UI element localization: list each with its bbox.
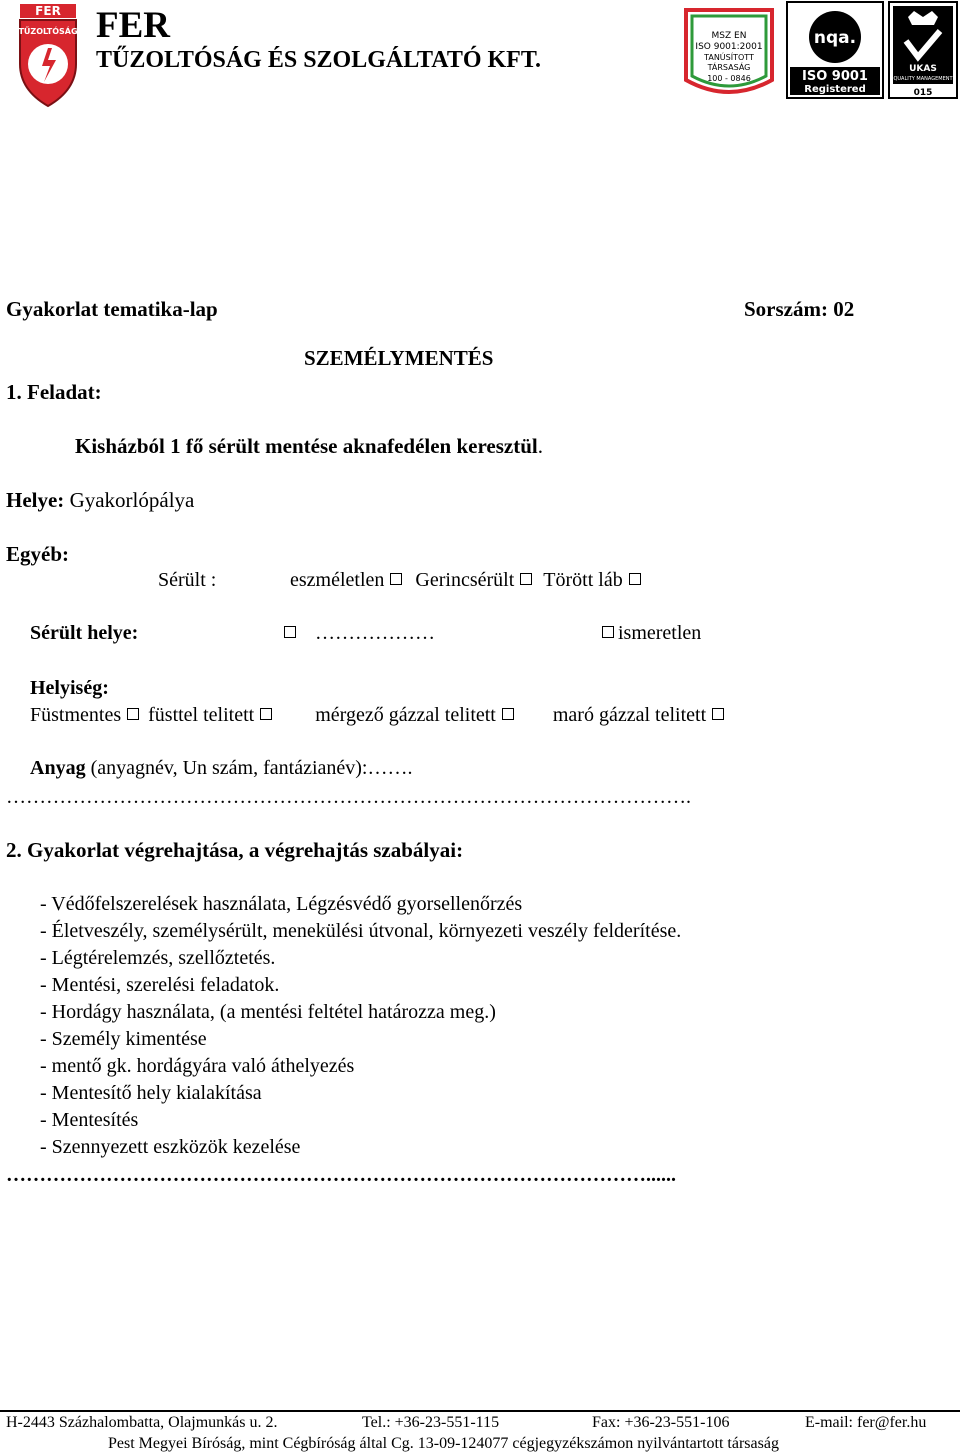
list-item: - Mentési, szerelési feladatok. xyxy=(40,974,280,996)
option-toxic-gas: mérgező gázzal telitett xyxy=(315,704,496,726)
list-item: - mentő gk. hordágyára való áthelyezés xyxy=(40,1055,355,1077)
checkbox-smoke-filled[interactable] xyxy=(260,708,272,720)
svg-text:FER: FER xyxy=(35,4,61,18)
location-line xyxy=(6,488,194,513)
option-spinal: Gerincsérült xyxy=(415,569,515,591)
footer-fax: Fax: +36-23-551-106 xyxy=(592,1414,730,1431)
footer-registry: Pest Megyei Bíróság, mint Cégbíróság által Cg. 13-09-124077 cégjegyzékszámon nyilvántartott társaság xyxy=(108,1435,779,1452)
svg-text:TŰZOLTÓSÁG: TŰZOLTÓSÁG xyxy=(18,27,78,36)
cert-mszen-badge xyxy=(678,0,780,102)
svg-text:UKAS: UKAS xyxy=(909,64,937,74)
task-period: . xyxy=(537,434,543,458)
end-dots: ……………………………………………………………………………………...... xyxy=(6,1164,676,1186)
injured-options xyxy=(290,569,645,592)
list-item: - Mentesítés xyxy=(40,1109,139,1131)
substance-label: Anyag xyxy=(30,757,86,779)
option-unknown: ismeretlen xyxy=(618,622,702,644)
company-name: FER xyxy=(96,5,170,46)
footer-address: H-2443 Százhalombatta, Olajmunkás u. 2. xyxy=(6,1414,278,1431)
task-text: Kisházból 1 fő sérült mentése aknafedélen keresztül xyxy=(75,434,538,458)
svg-text:nqa.: nqa. xyxy=(813,28,857,48)
steps-list xyxy=(40,891,681,1161)
checkbox-injury-place[interactable] xyxy=(284,626,296,638)
svg-text:ISO 9001:2001: ISO 9001:2001 xyxy=(695,42,763,52)
list-item: - Védőfelszerelések használata, Légzésvédő gyorsellenőrzés xyxy=(40,893,523,915)
list-item: - Életveszély, személysérült, menekülési útvonal, környezeti veszély felderítése. xyxy=(40,920,682,942)
svg-text:QUALITY MANAGEMENT: QUALITY MANAGEMENT xyxy=(893,76,953,82)
cert-nqa-badge xyxy=(786,1,884,99)
option-smoke-free: Füstmentes xyxy=(30,704,122,726)
injured-label: Sérült : xyxy=(158,569,217,591)
room-options xyxy=(30,704,728,727)
footer-phone: Tel.: +36-23-551-115 xyxy=(362,1414,500,1431)
footer-divider xyxy=(0,1410,960,1412)
svg-text:MSZ EN: MSZ EN xyxy=(711,31,747,41)
room-label: Helyiség: xyxy=(30,677,109,699)
svg-text:TÁRSASÁG: TÁRSASÁG xyxy=(707,63,751,72)
injury-place-label: Sérült helye: xyxy=(30,622,139,644)
injury-place-unknown-option xyxy=(596,622,701,645)
substance-dots: …………………………………………………………………………………………. xyxy=(6,786,691,808)
serial-number: Sorszám: 02 xyxy=(744,297,855,321)
list-item: - Személy kimentése xyxy=(40,1028,207,1050)
checkbox-corrosive-gas[interactable] xyxy=(712,708,724,720)
substance-line xyxy=(30,757,412,780)
list-item: - Légtérelemzés, szellőztetés. xyxy=(40,947,276,969)
company-logo xyxy=(14,2,82,108)
document-title: Gyakorlat tematika-lap xyxy=(6,297,218,321)
option-corrosive-gas: maró gázzal telitett xyxy=(552,704,707,726)
other-label: Egyéb: xyxy=(6,542,69,566)
checkbox-unconscious[interactable] xyxy=(390,573,402,585)
svg-text:TANÚSÍTOTT: TANÚSÍTOTT xyxy=(704,53,754,62)
checkbox-unknown[interactable] xyxy=(602,626,614,638)
checkbox-spinal[interactable] xyxy=(520,573,532,585)
footer-email[interactable]: E-mail: fer@fer.hu xyxy=(805,1414,927,1431)
list-item: - Szennyezett eszközök kezelése xyxy=(40,1136,301,1158)
checkbox-smoke-free[interactable] xyxy=(127,708,139,720)
svg-text:015: 015 xyxy=(913,88,933,98)
company-subtitle: TŰZOLTÓSÁG ÉS SZOLGÁLTATÓ KFT. xyxy=(96,47,542,73)
location-value: Gyakorlópálya xyxy=(64,488,195,512)
checkbox-broken-leg[interactable] xyxy=(629,573,641,585)
list-item: - Mentesítő hely kialakítása xyxy=(40,1082,262,1104)
svg-text:100 - 0846: 100 - 0846 xyxy=(707,74,751,83)
option-unconscious: eszméletlen xyxy=(290,569,385,591)
section-heading: SZEMÉLYMENTÉS xyxy=(304,346,494,370)
list-item: - Hordágy használata, (a mentési feltétel határozza meg.) xyxy=(40,1001,496,1023)
cert-ukas-badge xyxy=(888,1,958,99)
substance-hint: (anyagnév, Un szám, fantázianév):……. xyxy=(85,757,413,779)
task-description xyxy=(75,434,543,459)
injury-place-dots: ……………… xyxy=(315,622,435,644)
option-smoke-filled: füsttel telitett xyxy=(148,704,255,726)
svg-text:Registered: Registered xyxy=(804,84,866,95)
section2-heading: 2. Gyakorlat végrehajtása, a végrehajtás szabályai: xyxy=(6,838,464,862)
checkbox-toxic-gas[interactable] xyxy=(502,708,514,720)
option-broken-leg: Törött láb xyxy=(543,569,623,591)
task-label: 1. Feladat: xyxy=(6,380,102,404)
svg-text:ISO 9001: ISO 9001 xyxy=(802,69,868,84)
location-label: Helye: xyxy=(6,488,65,512)
injury-place-options xyxy=(278,622,435,645)
